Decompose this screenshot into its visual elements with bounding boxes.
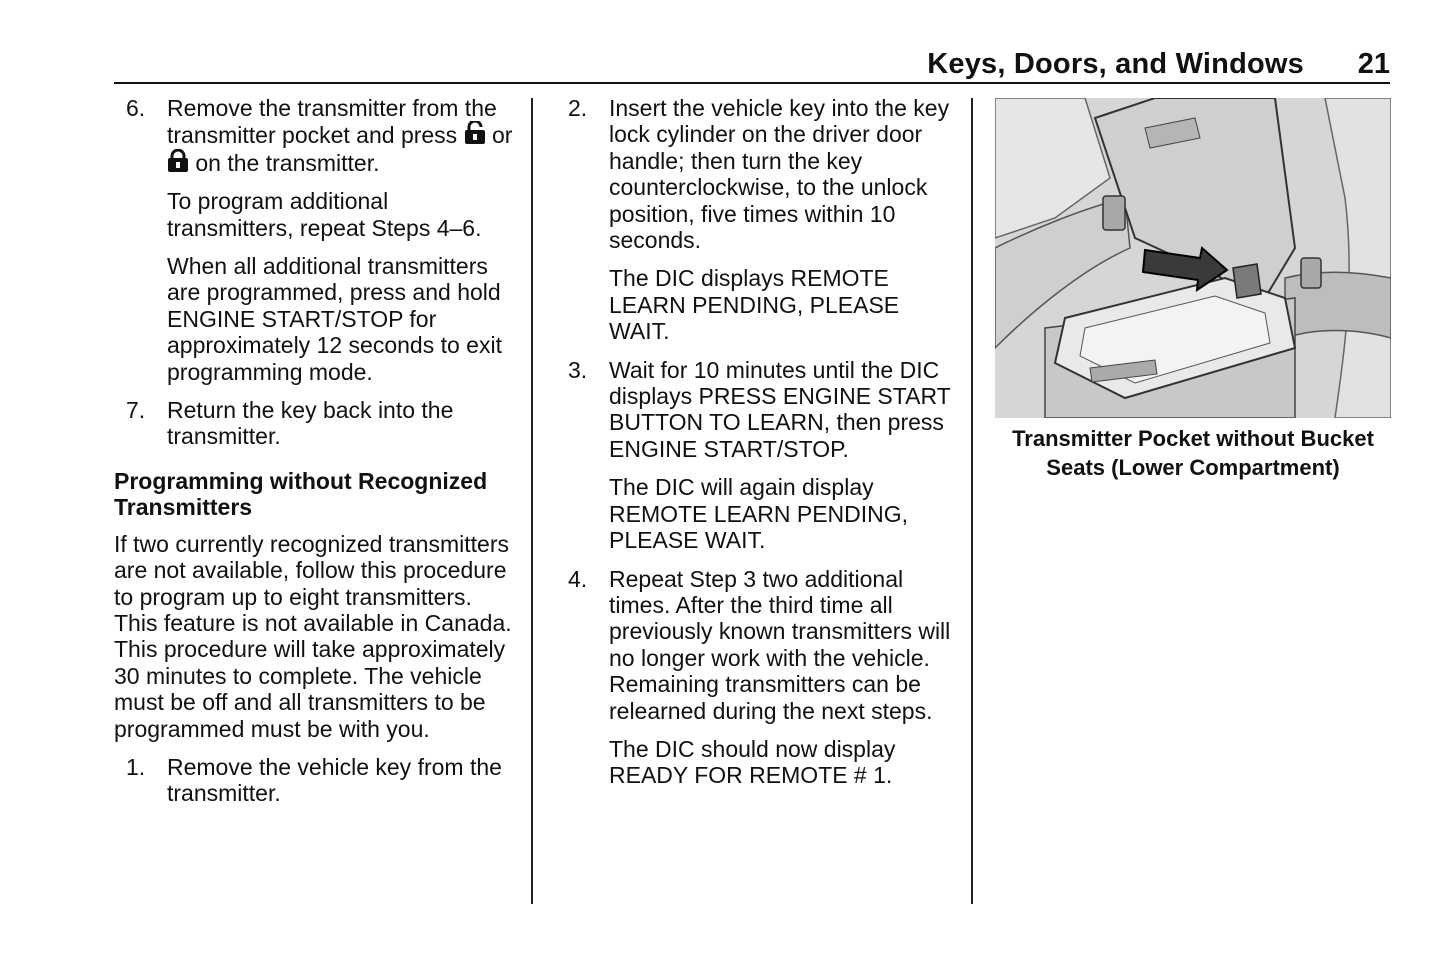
page-header bbox=[114, 44, 1390, 84]
unlock-icon bbox=[464, 121, 486, 145]
lock-icon bbox=[167, 149, 189, 173]
step-3 bbox=[556, 357, 956, 463]
intro-paragraph: If two currently recognized transmitters are not available, follow this procedure to program up to eight transmitters. This feature is not available in Canada. This procedure will take approximately 30 minutes to complete. The vehicle must be off and all transmitters to be programmed must be with you. bbox=[114, 530, 512, 742]
step-number: 3. bbox=[568, 356, 588, 383]
step-6 bbox=[114, 95, 514, 176]
step-6-note-1: To program additional transmitters, repeat Steps 4–6. bbox=[167, 188, 482, 241]
figure-caption: Transmitter Pocket without Bucket Seats (Lower Compartment) bbox=[1012, 426, 1374, 480]
section-title: Keys, Doors, and Windows bbox=[927, 48, 1304, 80]
column-divider-2 bbox=[971, 98, 973, 904]
step-text: Wait for 10 minutes until the DIC displays PRESS ENGINE START BUTTON TO LEARN, then press ENGINE START/STOP. bbox=[609, 356, 951, 462]
step-text: Remove the vehicle key from the transmitter. bbox=[167, 753, 502, 807]
column-2 bbox=[556, 95, 956, 801]
step-number: 7. bbox=[126, 397, 146, 424]
step-2 bbox=[556, 95, 956, 253]
column-divider-1 bbox=[531, 98, 533, 904]
page-number: 21 bbox=[1357, 48, 1390, 80]
step-number: 6. bbox=[126, 95, 146, 121]
step-1 bbox=[114, 754, 514, 807]
transmitter-pocket-illustration bbox=[995, 98, 1391, 418]
step-4 bbox=[556, 566, 956, 724]
step-7 bbox=[114, 397, 514, 450]
column-1 bbox=[114, 95, 514, 819]
step-4-note: The DIC should now display READY FOR REMOTE # 1. bbox=[609, 735, 896, 789]
step-number: 2. bbox=[568, 95, 588, 121]
step-text: Insert the vehicle key into the key lock cylinder on the driver door handle; then turn the key counterclockwise, to the unlock position, five times within 10 seconds. bbox=[609, 95, 950, 254]
step-6-note-2: When all additional transmitters are programmed, press and hold ENGINE START/STOP for approximately 12 seconds to exit programming mode. bbox=[167, 253, 502, 385]
section-heading: Programming without Recognized Transmitters bbox=[114, 467, 488, 521]
step-text: Remove the transmitter from the transmitter pocket and press bbox=[167, 95, 497, 149]
step-number: 1. bbox=[126, 753, 146, 780]
step-text: Repeat Step 3 two additional times. After the third time all previously known transmitters will no longer work with the vehicle. Remaining transmitters can be relearned during the next steps. bbox=[609, 565, 951, 724]
step-text-tail: on the transmitter. bbox=[195, 149, 380, 176]
header-divider bbox=[114, 82, 1390, 84]
step-number: 4. bbox=[568, 565, 588, 592]
step-3-note: The DIC will again display REMOTE LEARN PENDING, PLEASE WAIT. bbox=[609, 474, 909, 554]
step-text: Return the key back into the transmitter. bbox=[167, 397, 454, 450]
or-text: or bbox=[491, 122, 513, 149]
column-3 bbox=[995, 95, 1391, 482]
step-2-note: The DIC displays REMOTE LEARN PENDING, PLEASE WAIT. bbox=[609, 265, 900, 345]
